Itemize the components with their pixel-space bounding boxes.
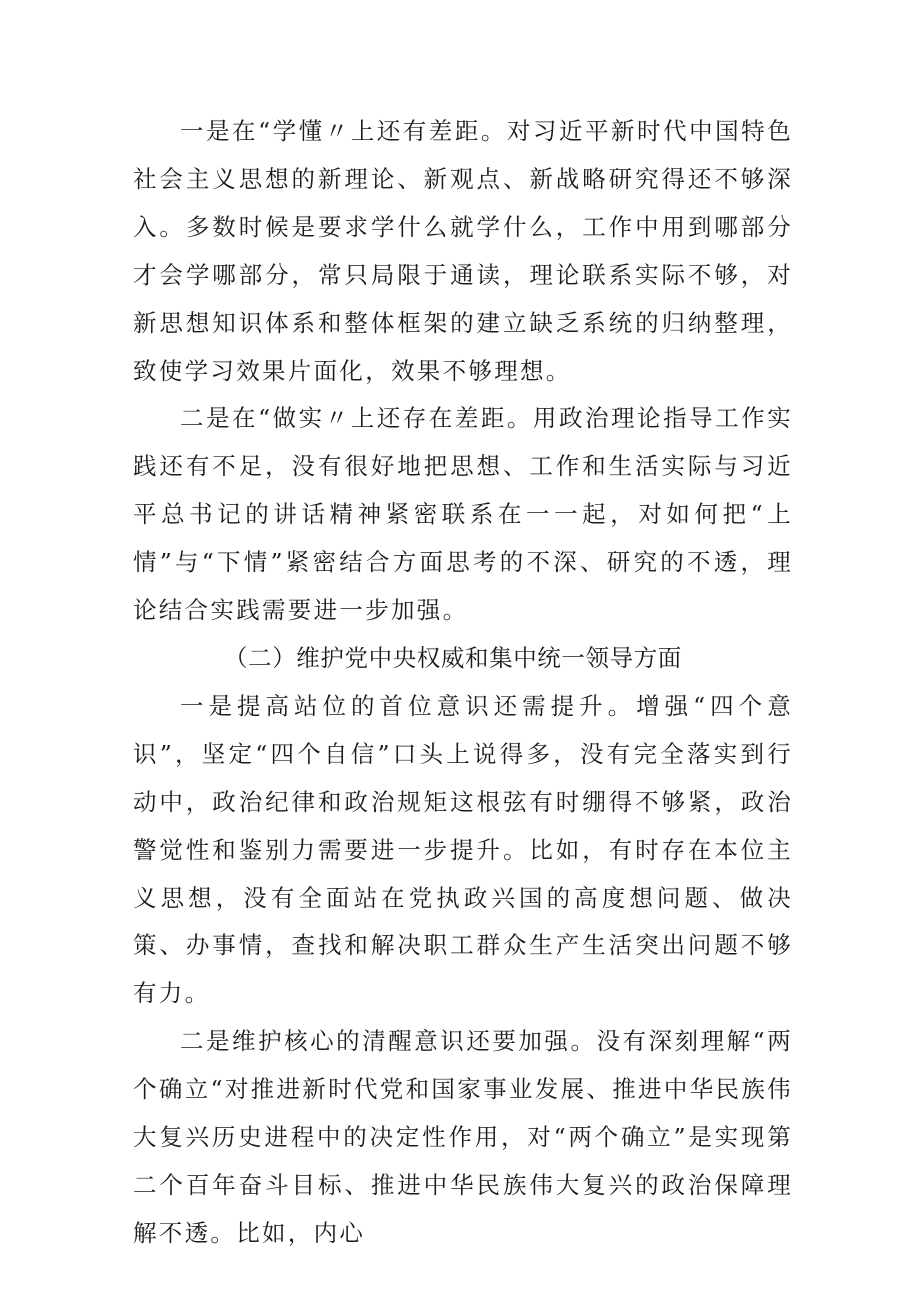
paragraph-core-awareness: 二是维护核心的清醒意识还要加强。没有深刻理解“两个确立“对推进新时代党和国家事业发展、推进中华民族伟大复兴历史进程中的决定性作用，对“两个确立”是实现第二个百年奋斗目标、推进中华民族伟大复兴的政治保障理解不透。比如，内心 — [133, 1027, 793, 1247]
paragraph-study-gap: 一是在“学懂〃上还有差距。对习近平新时代中国特色社会主义思想的新理论、新观点、新战略研究得还不够深入。多数时候是要求学什么就学什么，工作中用到哪部分才会学哪部分，常只局限于通读，理论联系实际不够，对新思想知识体系和整体框架的建立缺乏系统的归纳整理，致使学习效果片面化，效果不够理想。 — [133, 117, 793, 385]
section-heading: （二）维护党中央权威和集中统一领导方面 — [224, 643, 682, 672]
document-body — [133, 108, 793, 1258]
paragraph-practice-gap: 二是在“做实〃上还存在差距。用政治理论指导工作实践还有不足，没有很好地把思想、工作和生活实际与习近平总书记的讲话精神紧密联系在一一起，对如何把“上情”与“下情”紧密结合方面思考的不深、研究的不透，理论结合实践需要进一步加强。 — [133, 404, 793, 625]
paragraph-standpoint-awareness: 一是提高站位的首位意识还需提升。增强“四个意识”，坚定“四个自信”口头上说得多，没有完全落实到行动中，政治纪律和政治规矩这根弦有时绷得不够紧，政治警觉性和鉴别力需要进一步提升。比如，有时存在本位主义思想，没有全面站在党执政兴国的高度想问题、做决策、办事情，查找和解决职工群众生产生活突出问题不够有力。 — [133, 691, 793, 1008]
